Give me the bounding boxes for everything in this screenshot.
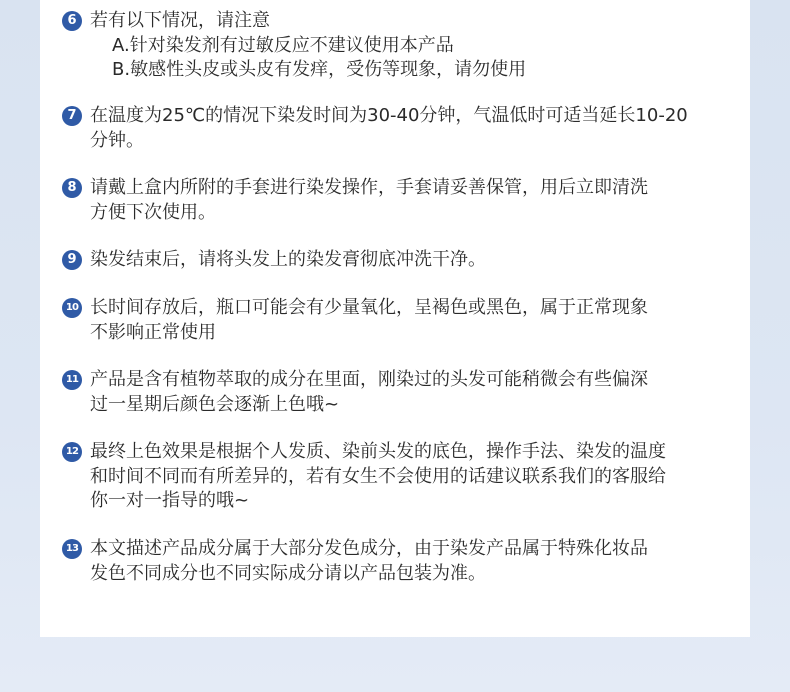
notice-line: 请戴上盒内所附的手套进行染发操作，手套请妥善保管，用后立即清洗 <box>90 177 648 198</box>
notice-text <box>90 440 740 514</box>
instructions-card <box>40 0 750 637</box>
notice-line: 本文描述产品成分属于大部分发色成分，由于染发产品属于特殊化妆品 <box>90 538 648 559</box>
notice-text <box>90 368 740 417</box>
number-badge-icon: 10 <box>62 298 82 318</box>
notice-line: B.敏感性头皮或头皮有发痒，受伤等现象，请勿使用 <box>112 59 527 80</box>
number-badge-icon: 8 <box>62 178 82 198</box>
number-badge-icon: 7 <box>62 106 82 126</box>
notice-text <box>90 9 740 83</box>
number-badge-icon: 12 <box>62 442 82 462</box>
notice-line: 产品是含有植物萃取的成分在里面，刚染过的头发可能稍微会有些偏深 <box>90 369 648 390</box>
notice-line: 不影响正常使用 <box>90 321 216 343</box>
notice-line: 你一对一指导的哦~ <box>90 490 250 511</box>
notice-text <box>90 104 740 153</box>
notice-line: 最终上色效果是根据个人发质、染前头发的底色，操作手法、染发的温度 <box>90 441 666 462</box>
notice-line: 过一星期后颜色会逐渐上色哦~ <box>90 393 340 415</box>
notice-line: 染发结束后，请将头发上的染发膏彻底冲洗干净。 <box>90 249 486 270</box>
notice-line: 长时间存放后，瓶口可能会有少量氧化，呈褐色或黑色，属于正常现象 <box>90 297 648 318</box>
notice-line: 分钟。 <box>90 129 144 151</box>
notice-line: 若有以下情况，请注意 <box>90 10 270 31</box>
notice-line: 在温度为25℃的情况下染发时间为30-40分钟，气温低时可适当延长10-20 <box>90 105 688 126</box>
notice-line: A.针对染发剂有过敏反应不建议使用本产品 <box>112 34 454 56</box>
number-badge-icon: 9 <box>62 250 82 270</box>
notice-text <box>90 537 740 586</box>
number-badge-icon: 11 <box>62 370 82 390</box>
number-badge-icon: 6 <box>62 11 82 31</box>
number-badge-icon: 13 <box>62 539 82 559</box>
notice-text <box>90 296 740 345</box>
notice-text <box>90 176 740 225</box>
notice-text <box>90 248 740 273</box>
notice-line: 方便下次使用。 <box>90 201 216 223</box>
notice-line: 和时间不同而有所差异的，若有女生不会使用的话建议联系我们的客服给 <box>90 465 666 487</box>
notice-line: 发色不同成分也不同实际成分请以产品包装为准。 <box>90 562 486 584</box>
